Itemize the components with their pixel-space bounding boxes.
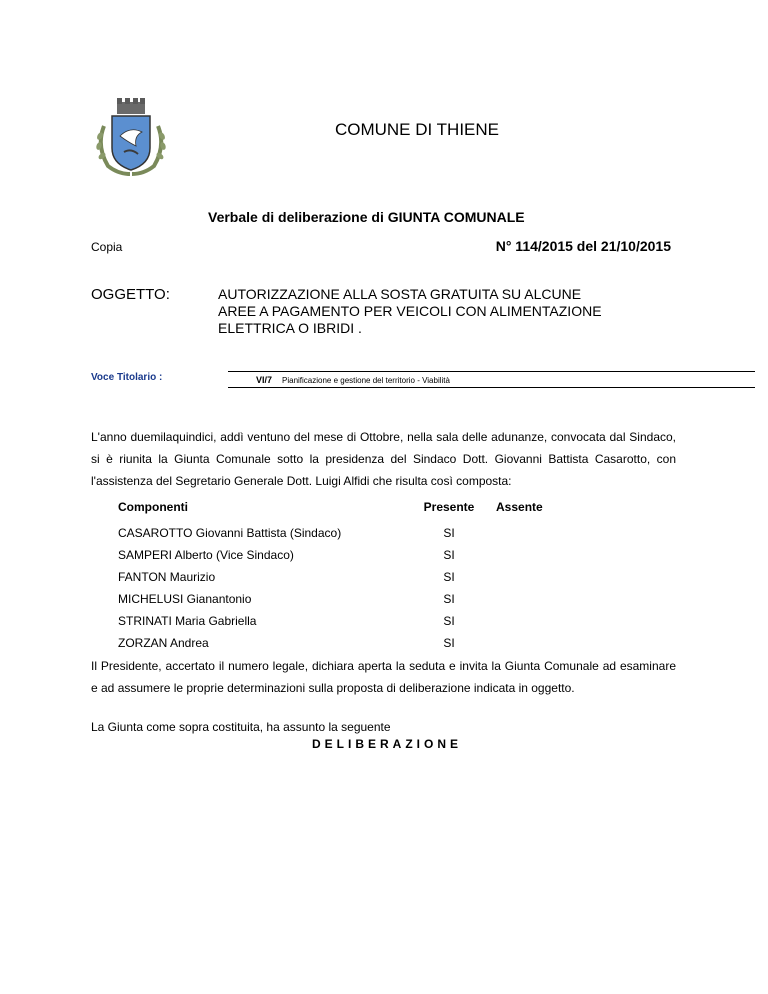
table-row	[118, 570, 678, 592]
deliberation-number: N° 114/2015 del 21/10/2015	[495, 238, 671, 254]
member-name: FANTON Maurizio	[118, 570, 216, 584]
subject-label: OGGETTO:	[91, 286, 170, 303]
table-row	[118, 592, 678, 614]
subject-line: AUTORIZZAZIONE ALLA SOSTA GRATUITA SU ALCUNE	[218, 286, 582, 302]
header-components: Componenti	[118, 500, 188, 514]
member-name: CASAROTTO Giovanni Battista (Sindaco)	[118, 526, 342, 540]
deliberation-heading: DELIBERAZIONE	[312, 737, 463, 751]
member-present: SI	[443, 614, 455, 628]
divider	[228, 371, 755, 372]
document-subtitle: Verbale di deliberazione di GIUNTA COMUNALE	[208, 209, 525, 225]
subject-line: ELETTRICA O IBRIDI .	[218, 320, 362, 336]
member-present: SI	[443, 636, 455, 650]
closing-paragraph: Il Presidente, accertato il numero legale, dichiara aperta la seduta e invita la Giunta Comunale ad esaminare e ad assumere le proprie determinazioni sulla proposta di deliberazione indicata in oggetto.	[91, 659, 676, 695]
header-present: Presente	[423, 500, 475, 514]
page-title: COMUNE DI THIENE	[334, 120, 500, 139]
subject-line: AREE A PAGAMENTO PER VEICOLI CON ALIMENTAZIONE	[218, 303, 602, 319]
member-name: STRINATI Maria Gabriella	[118, 614, 257, 628]
member-present: SI	[443, 548, 455, 562]
intro-paragraph: L'anno duemilaquindici, addì ventuno del mese di Ottobre, nella sala delle adunanze, convocata dal Sindaco, si è riunita la Giunta Comunale sotto la presidenza del Sindaco Dott. Giovanni Battista Casarotto, con l'assistenza del Segretario Generale Dott. Luigi Alfidi che risulta così composta:	[91, 430, 676, 488]
header-absent: Assente	[496, 500, 543, 514]
table-row	[118, 548, 678, 570]
attendance-table	[118, 500, 678, 658]
member-present: SI	[443, 526, 455, 540]
member-name: MICHELUSI Gianantonio	[118, 592, 252, 606]
divider	[228, 387, 755, 388]
titolario-label: Voce Titolario :	[91, 372, 163, 383]
member-name: ZORZAN Andrea	[118, 636, 209, 650]
titolario-description: Pianificazione e gestione del territorio - Viabilità	[282, 376, 450, 385]
giunta-sentence: La Giunta come sopra costituita, ha assunto la seguente	[91, 720, 391, 734]
table-row	[118, 526, 678, 548]
table-row	[118, 614, 678, 636]
member-present: SI	[443, 592, 455, 606]
subject-text	[218, 286, 678, 337]
titolario-code: VI/7	[256, 375, 273, 385]
member-name: SAMPERI Alberto (Vice Sindaco)	[118, 548, 294, 562]
member-present: SI	[443, 570, 455, 584]
copy-label: Copia	[91, 240, 123, 254]
table-header	[118, 500, 678, 526]
